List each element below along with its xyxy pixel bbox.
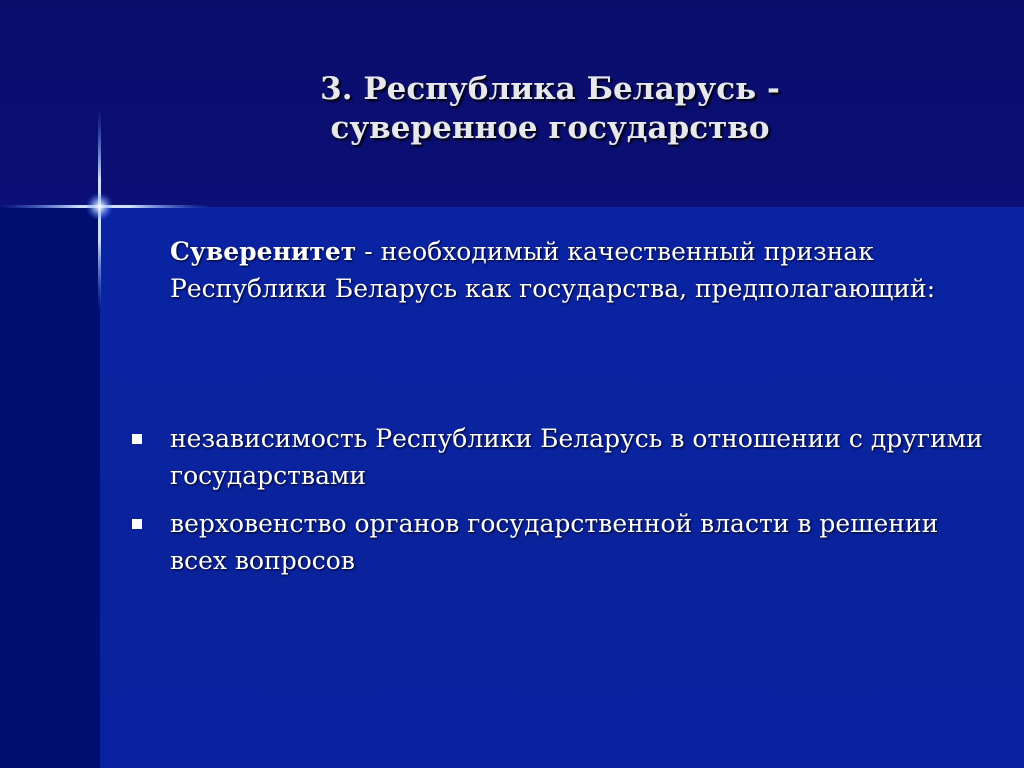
list-item — [128, 420, 988, 494]
slide-title — [180, 70, 920, 148]
left-band — [0, 207, 100, 768]
definition-dash: - — [356, 237, 381, 266]
bullet-list — [128, 420, 988, 590]
square-bullet-icon — [132, 434, 142, 444]
title-line-1: 3. Республика Беларусь - — [320, 71, 780, 107]
square-bullet-icon — [132, 519, 142, 529]
bullet-text: независимость Республики Беларусь в отношении с другими государствами — [170, 424, 983, 490]
definition-paragraph — [170, 233, 970, 307]
definition-term: Суверенитет — [170, 237, 357, 266]
title-line-2: суверенное государство — [330, 110, 770, 146]
list-item — [128, 505, 988, 579]
definition-text: необходимый качественный признак Республики Беларусь как государства, предполагающий: — [170, 237, 936, 303]
bullet-text: верховенство органов государственной власти в решении всех вопросов — [170, 509, 939, 575]
